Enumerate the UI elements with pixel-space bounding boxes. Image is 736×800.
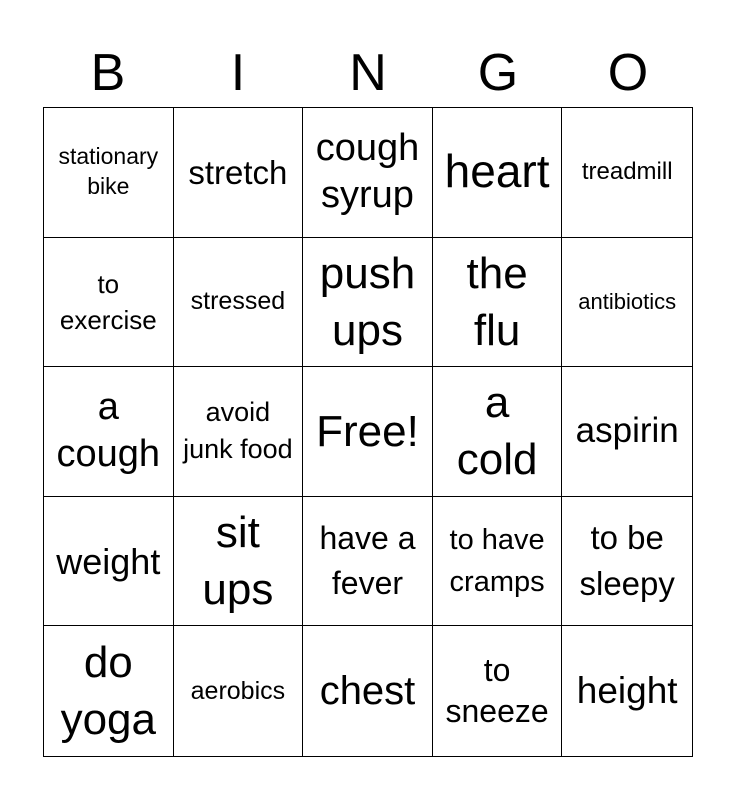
cell-label: to sneeze	[445, 651, 549, 730]
cell-label: height	[576, 670, 678, 711]
cell-label: stretch	[188, 153, 288, 191]
header-letter-n: N	[349, 44, 387, 102]
cell-label: sit ups	[202, 507, 274, 615]
bingo-cell[interactable]	[44, 108, 174, 238]
bingo-cell[interactable]	[562, 367, 692, 497]
bingo-cell[interactable]	[44, 497, 174, 627]
bingo-cell[interactable]	[44, 626, 174, 756]
bingo-cell[interactable]	[303, 367, 433, 497]
header-letter-o: O	[607, 44, 649, 102]
bingo-cell[interactable]	[174, 108, 304, 238]
bingo-header	[43, 42, 693, 104]
bingo-board	[43, 107, 693, 757]
bingo-cell[interactable]	[433, 108, 563, 238]
cell-label: Free!	[316, 406, 419, 456]
bingo-cell[interactable]	[433, 367, 563, 497]
bingo-cell[interactable]	[562, 497, 692, 627]
cell-label: aspirin	[575, 411, 679, 451]
bingo-cell[interactable]	[433, 238, 563, 368]
cell-label: antibiotics	[578, 289, 677, 315]
cell-label: have a fever	[319, 520, 416, 602]
header-letter-b: B	[90, 44, 126, 102]
cell-label: weight	[56, 540, 161, 582]
cell-label: chest	[319, 669, 416, 714]
cell-label: to have cramps	[449, 524, 545, 599]
header-letter-i: I	[230, 44, 246, 102]
bingo-cell[interactable]	[562, 238, 692, 368]
cell-label: aerobics	[190, 676, 286, 705]
bingo-cell[interactable]	[44, 367, 174, 497]
cell-label: a cold	[456, 378, 538, 485]
cell-label: push ups	[319, 248, 416, 355]
bingo-cell[interactable]	[174, 367, 304, 497]
bingo-cell[interactable]	[562, 108, 692, 238]
cell-label: cough syrup	[315, 126, 420, 217]
cell-label: to be sleepy	[579, 518, 675, 603]
cell-label: the flu	[466, 248, 528, 355]
cell-label: heart	[444, 145, 550, 198]
bingo-cell[interactable]	[303, 497, 433, 627]
bingo-cell[interactable]	[433, 626, 563, 756]
header-letter-g: G	[477, 44, 519, 102]
bingo-cell[interactable]	[303, 238, 433, 368]
cell-label: stationary bike	[58, 143, 159, 200]
bingo-cell[interactable]	[303, 626, 433, 756]
cell-label: treadmill	[581, 158, 673, 186]
bingo-cell[interactable]	[174, 497, 304, 627]
cell-label: to exercise	[59, 268, 157, 335]
cell-label: a cough	[56, 385, 161, 476]
bingo-cell[interactable]	[44, 238, 174, 368]
bingo-cell[interactable]	[562, 626, 692, 756]
bingo-cell[interactable]	[433, 497, 563, 627]
cell-label: do yoga	[60, 638, 156, 745]
cell-label: stressed	[190, 287, 286, 316]
bingo-cell[interactable]	[174, 238, 304, 368]
cell-label: avoid junk food	[183, 396, 293, 465]
bingo-cell[interactable]	[303, 108, 433, 238]
bingo-cell[interactable]	[174, 626, 304, 756]
